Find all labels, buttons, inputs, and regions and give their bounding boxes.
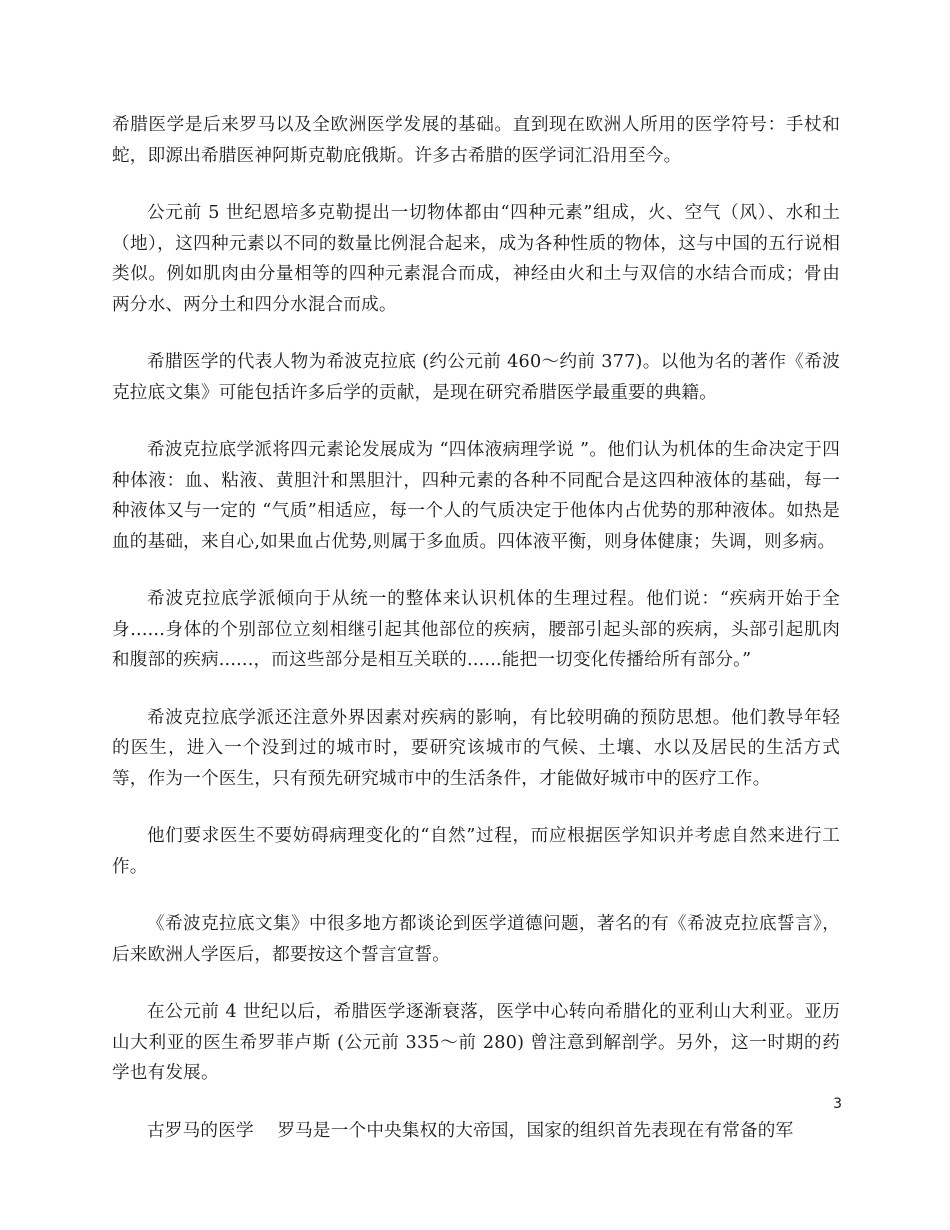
paragraph-environment-prevention: 希波克拉底学派还注意外界因素对疾病的影响，有比较明确的预防思想。他们教导年轻的医生，进入一个没到过的城市时，要研究该城市的气候、土壤、水以及居民的生活方式等，作为一个医生，只有预先研究城市中的生活条件，才能做好城市中的医疗工作。 [112, 707, 840, 789]
paragraph-holistic-view: 希波克拉底学派倾向于从统一的整体来认识机体的生理过程。他们说：“疾病开始于全身......身体的个别部位立刻相继引起其他部位的疾病，腰部引起头部的疾病，头部引起肌肉和腹部的疾病......，而这些部分是相互关联的......能把一切变化传播给所有部分。” [112, 589, 840, 670]
paragraph-four-humors: 希波克拉底学派将四元素论发展成为 “四体液病理学说 ”。他们认为机体的生命决定于四种体液：血、粘液、黄胆汁和黑胆汁，四种元素的各种不同配合是这四种液体的基础，每一种液体又与一定的 “气质”相适应，每一个人的气质决定于他体内占优势的那种液体。如热是血的基础，来自心,如果血占优势,则属于多血质。四体液平衡，则身体健康；失调，则多病。 [112, 440, 840, 552]
paragraph-hippocrates: 希腊医学的代表人物为希波克拉底 (约公元前 460～约前 377)。以他为名的著作《希波克拉底文集》可能包括许多后学的贡献，是现在研究希腊医学最重要的典籍。 [112, 352, 840, 403]
document-body [112, 110, 840, 1146]
page-number: 3 [833, 1096, 842, 1112]
paragraph-four-elements: 公元前 5 世纪恩培多克勒提出一切物体都由“四种元素”组成，火、空气（风）、水和土（地），这四种元素以不同的数量比例混合起来，成为各种性质的物体，这与中国的五行说相类似。例如肌肉由分量相等的四种元素混合而成，神经由火和土与双信的水结合而成；骨由两分水、两分土和四分水混合而成。 [112, 203, 840, 315]
paragraph-alexandria: 在公元前 4 世纪以后，希腊医学逐渐衰落，医学中心转向希腊化的亚利山大利亚。亚历山大利亚的医生希罗菲卢斯 (公元前 335～前 280) 曾注意到解剖学。另外，这一时期的药学也有发展。 [112, 1002, 840, 1083]
paragraph-natural-process: 他们要求医生不要妨碍病理变化的“自然”过程，而应根据医学知识并考虑自然来进行工作。 [112, 826, 840, 877]
paragraph-medical-ethics: 《希波克拉底文集》中很多地方都谈论到医学道德问题，著名的有《希波克拉底誓言》，后来欧洲人学医后，都要按这个誓言宣誓。 [112, 914, 840, 965]
paragraph-roman-medicine: 古罗马的医学 罗马是一个中央集权的大帝国，国家的组织首先表现在有常备的军 [147, 1120, 794, 1141]
paragraph-greek-medicine-foundation: 希腊医学是后来罗马以及全欧洲医学发展的基础。直到现在欧洲人所用的医学符号：手杖和蛇，即源出希腊医神阿斯克勒庇俄斯。许多古希腊的医学词汇沿用至今。 [112, 115, 840, 166]
